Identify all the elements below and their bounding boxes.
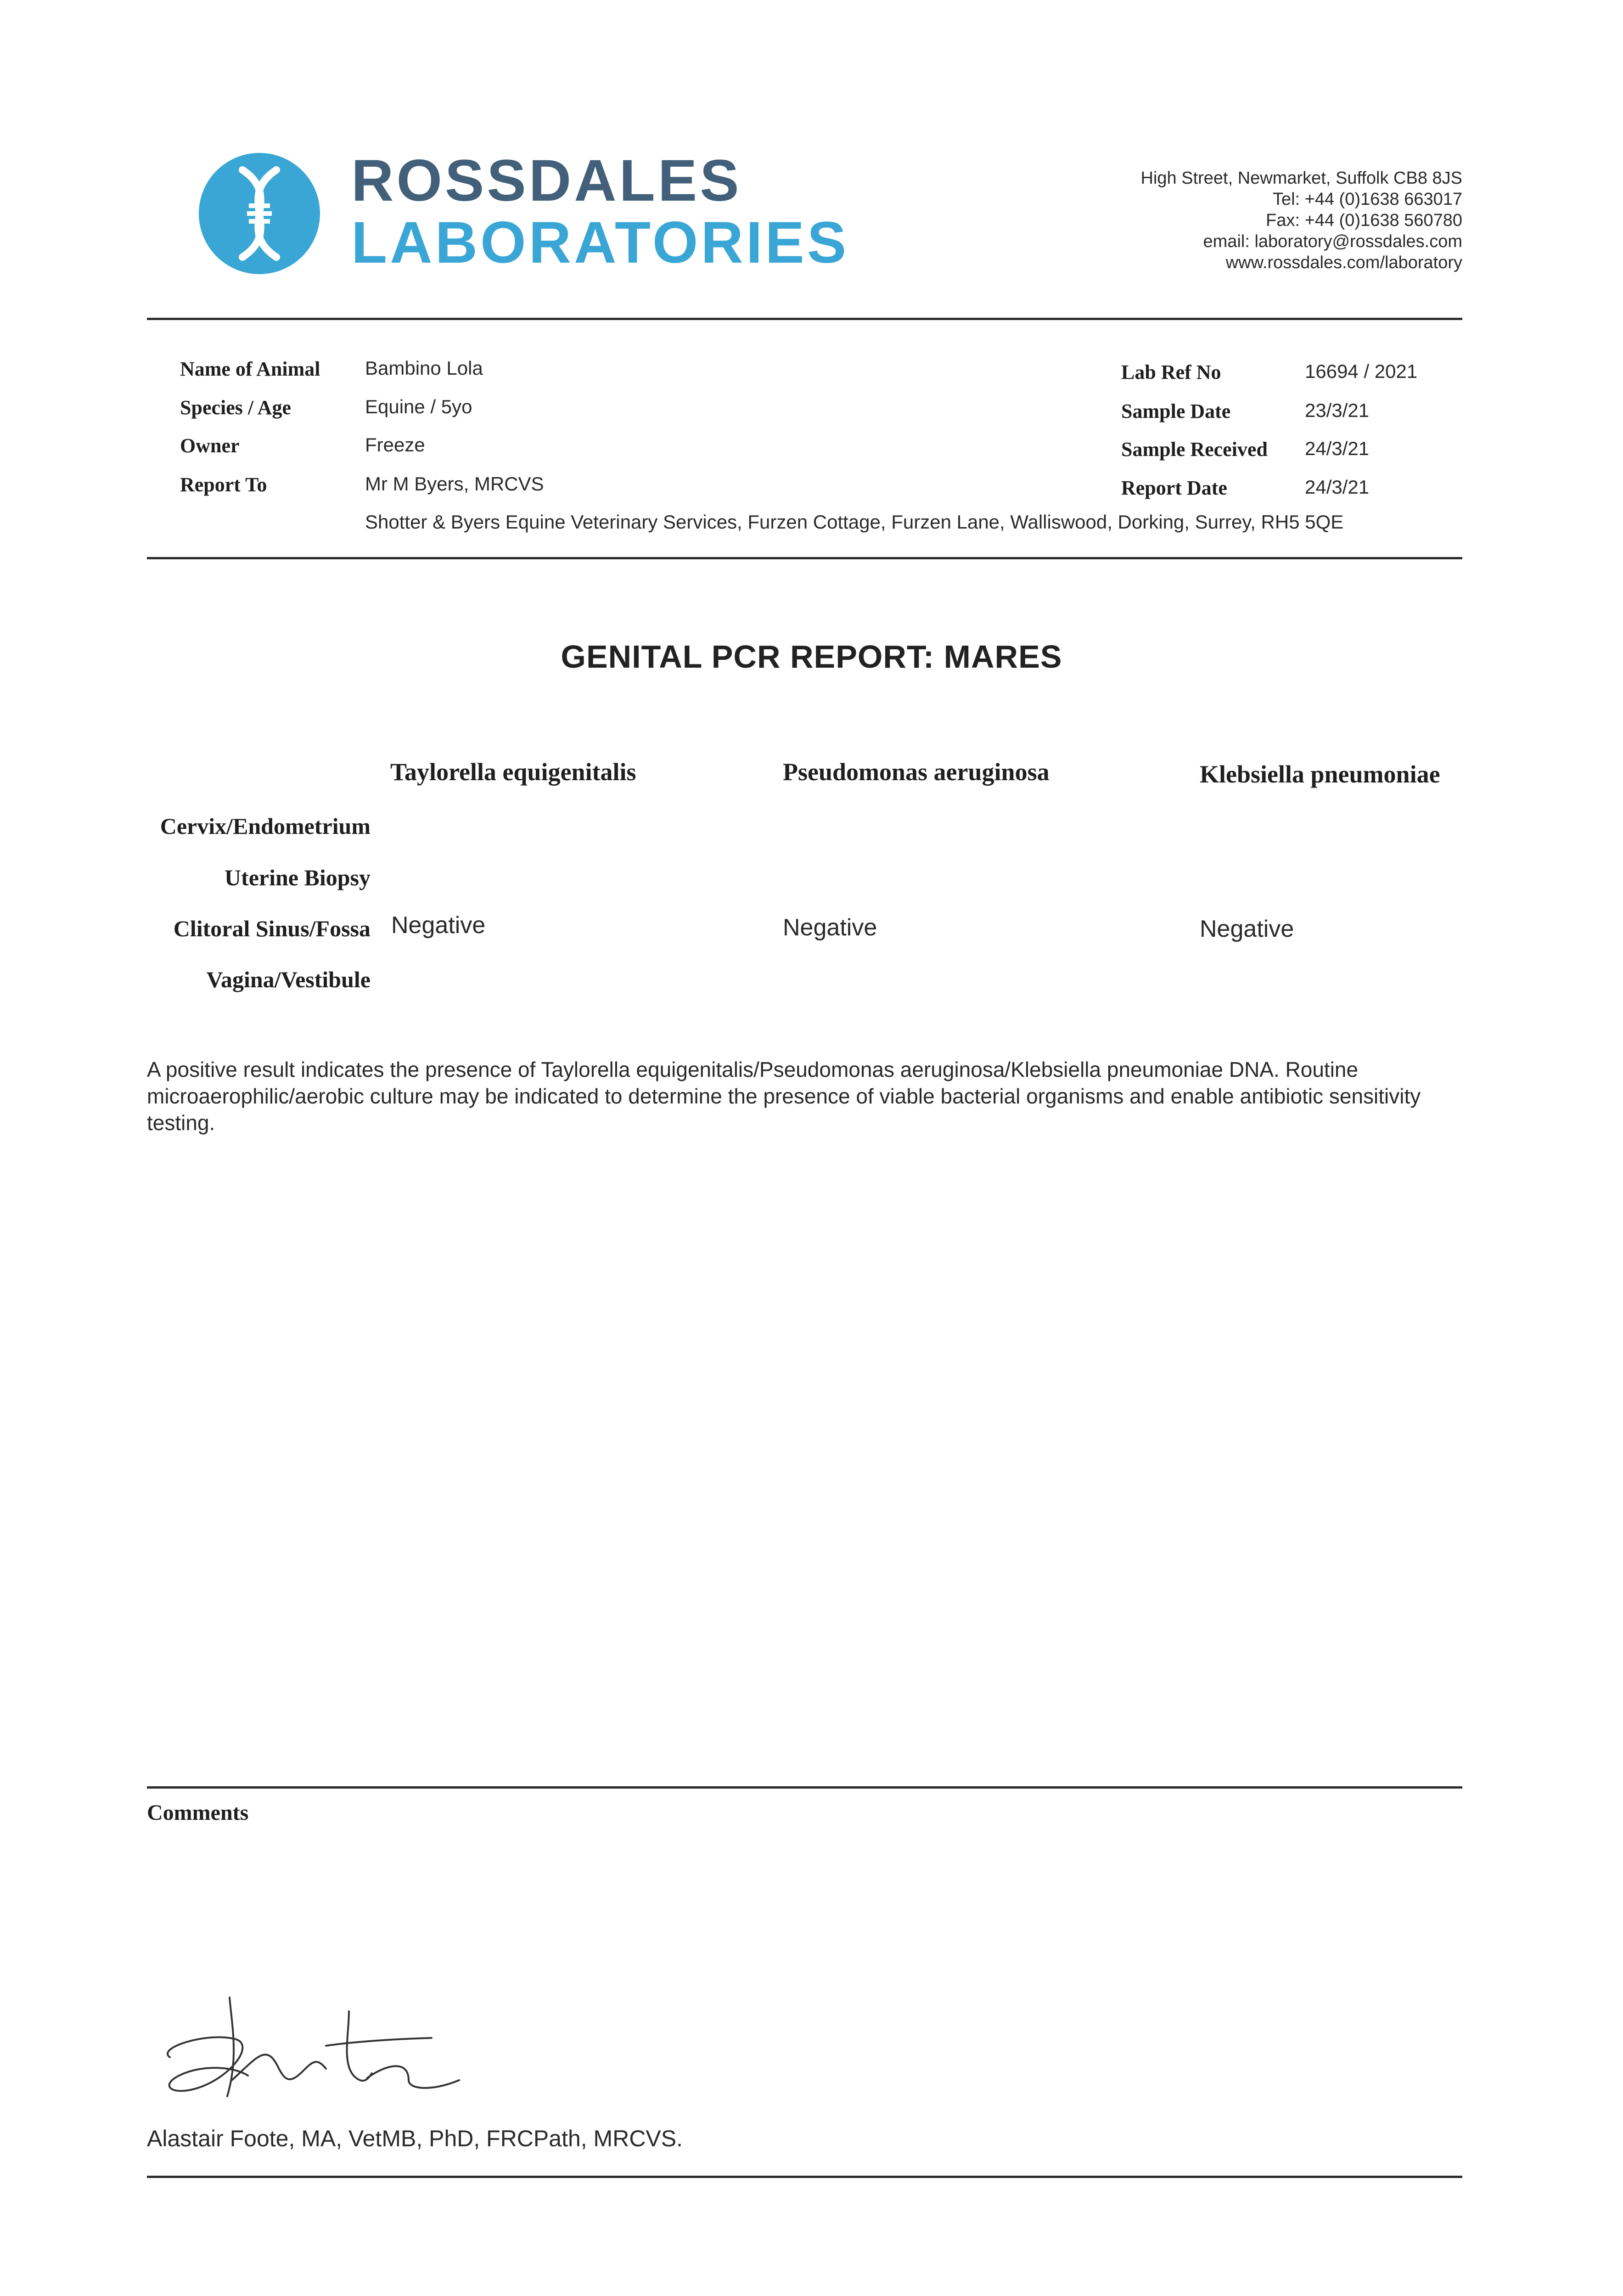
report-date-value: 24/3/21 bbox=[1305, 476, 1370, 498]
fax: Fax: +44 (0)1638 560780 bbox=[1266, 211, 1462, 230]
address: High Street, Newmarket, Suffolk CB8 8JS bbox=[1140, 169, 1462, 188]
sample-date-value: 23/3/21 bbox=[1305, 400, 1370, 421]
report-to-value: Mr M Byers, MRCVS bbox=[365, 473, 544, 495]
row-label-clitoral-sinus-fossa: Clitoral Sinus/Fossa bbox=[173, 916, 371, 941]
species-age-value: Equine / 5yo bbox=[365, 396, 472, 417]
header-divider bbox=[147, 318, 1462, 320]
signatory-name: Alastair Foote, MA, VetMB, PhD, FRCPath, MRCVS. bbox=[147, 2126, 683, 2151]
species-age-label: Species / Age bbox=[180, 396, 291, 419]
sample-received-label: Sample Received bbox=[1121, 438, 1268, 461]
sample-received-value: 24/3/21 bbox=[1305, 438, 1370, 459]
result-cell-pseudomonas: Negative bbox=[783, 914, 877, 941]
name-of-animal-label: Name of Animal bbox=[180, 358, 320, 380]
comments-label: Comments bbox=[147, 1801, 249, 1825]
footer-divider bbox=[147, 2176, 1462, 2178]
column-header-pseudomonas: Pseudomonas aeruginosa bbox=[783, 758, 1050, 786]
interpretation-note: A positive result indicates the presence of Taylorella equigenitalis/Pseudomonas aeruginosa/Klebsiella pneumoniae DNA. Routine microaerophilic/aerobic culture may be indicated to determine the presence of viable bacterial organisms and enable antibiotic sensitivity testing. bbox=[147, 1058, 1421, 1135]
row-label-uterine-biopsy: Uterine Biopsy bbox=[224, 865, 371, 890]
comments-divider bbox=[147, 1786, 1462, 1789]
lab-ref-label: Lab Ref No bbox=[1121, 361, 1221, 383]
result-cell-taylorella: Negative bbox=[391, 912, 486, 939]
brand-name-line2: LABORATORIES bbox=[351, 210, 849, 276]
report-to-label: Report To bbox=[180, 473, 267, 496]
contact-block bbox=[1141, 168, 1462, 273]
owner-value: Freeze bbox=[365, 434, 425, 456]
email: email: laboratory@rossdales.com bbox=[1203, 232, 1462, 251]
signature-image bbox=[152, 1988, 500, 2108]
row-label-vagina-vestibule: Vagina/Vestibule bbox=[206, 967, 371, 992]
column-header-klebsiella: Klebsiella pneumoniae bbox=[1200, 760, 1440, 788]
column-header-taylorella: Taylorella equigenitalis bbox=[390, 758, 636, 786]
report-date-label: Report Date bbox=[1121, 477, 1227, 499]
telephone: Tel: +44 (0)1638 663017 bbox=[1272, 190, 1462, 209]
brand-name-line1: ROSSDALES bbox=[351, 148, 742, 214]
owner-label: Owner bbox=[180, 434, 240, 457]
dna-logo-icon bbox=[197, 152, 321, 276]
name-of-animal-value: Bambino Lola bbox=[365, 357, 483, 379]
result-cell-klebsiella: Negative bbox=[1200, 916, 1294, 942]
website: www.rossdales.com/laboratory bbox=[1225, 253, 1462, 272]
info-divider bbox=[147, 557, 1462, 559]
row-label-cervix-endometrium: Cervix/Endometrium bbox=[160, 813, 371, 839]
report-to-address: Shotter & Byers Equine Veterinary Services, Furzen Cottage, Furzen Lane, Walliswood, Dorking, Surrey, RH5 5QE bbox=[365, 511, 1344, 533]
sample-date-label: Sample Date bbox=[1121, 400, 1231, 422]
report-title: GENITAL PCR REPORT: MARES bbox=[561, 639, 1062, 675]
lab-ref-value: 16694 / 2021 bbox=[1305, 360, 1418, 382]
